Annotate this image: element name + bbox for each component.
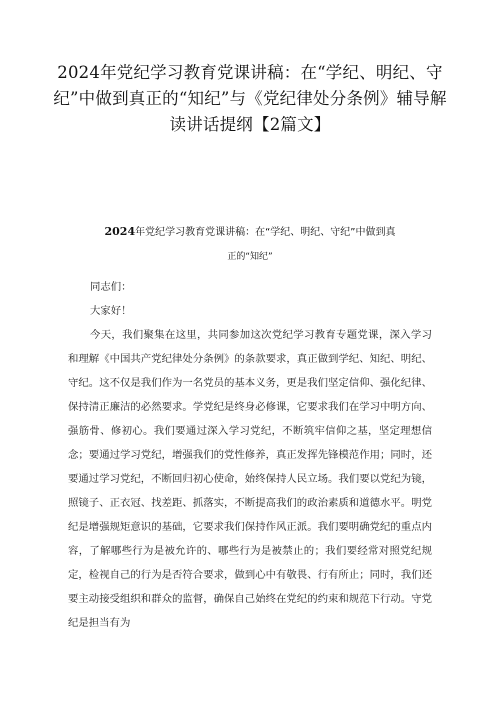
section-title-year: 2024 bbox=[104, 225, 136, 238]
body-paragraph: 今天，我们聚集在这里，共同参加这次党纪学习教育专题党课，深入学习和理解《中国共产党纪律处分条例》的条款要求，真正做到学纪、知纪、明纪、守纪。这不仅是我们作为一名党员的基本义务，更是我们坚定信仰、强化纪律、保持清正廉洁的必然要求。学党纪是终身必修课，它要求我们在学习中明方向、强筋骨、修初心。我们要通过深入学习党纪，不断筑牢信仰之基，坚定理想信念；要通过学习党纪，增强我们的党性修养，真正发挥先锋模范作用；同时，还要通过学习党纪，不断回归初心使命，始终保持人民立场。我们要以党纪为镜，照镜子、正衣冠、找差距、抓落实，不断提高我们的政治素质和道德水平。明党纪是增强规矩意识的基础，它要求我们保持作风正派。我们要明确党纪的重点内容，了解哪些行为是被允许的、哪些行为是被禁止的；我们要经常对照党纪规定，检视自己的行为是否符合要求，做到心中有敬畏、行有所止；同时，我们还要主动接受组织和群众的监督，确保自己始终在党纪的约束和规范下行动。守党纪是担当有为 bbox=[68, 329, 432, 629]
greeting-comrades: 同志们： bbox=[90, 281, 132, 293]
greeting-hello: 大家好！ bbox=[90, 305, 132, 317]
section-title-line2: 正的“知纪” bbox=[227, 252, 273, 262]
section-title-text: 年党纪学习教育党课讲稿：在“学纪、明纪、守纪”中做到真 bbox=[135, 227, 396, 238]
document-title: 2024年党纪学习教育党课讲稿：在“学纪、明纪、守纪”中做到真正的“知纪”与《党纪律处分条例》辅导解读讲话提纲【2篇文】 bbox=[53, 63, 447, 134]
document-body bbox=[68, 275, 432, 635]
section-title bbox=[60, 224, 440, 241]
